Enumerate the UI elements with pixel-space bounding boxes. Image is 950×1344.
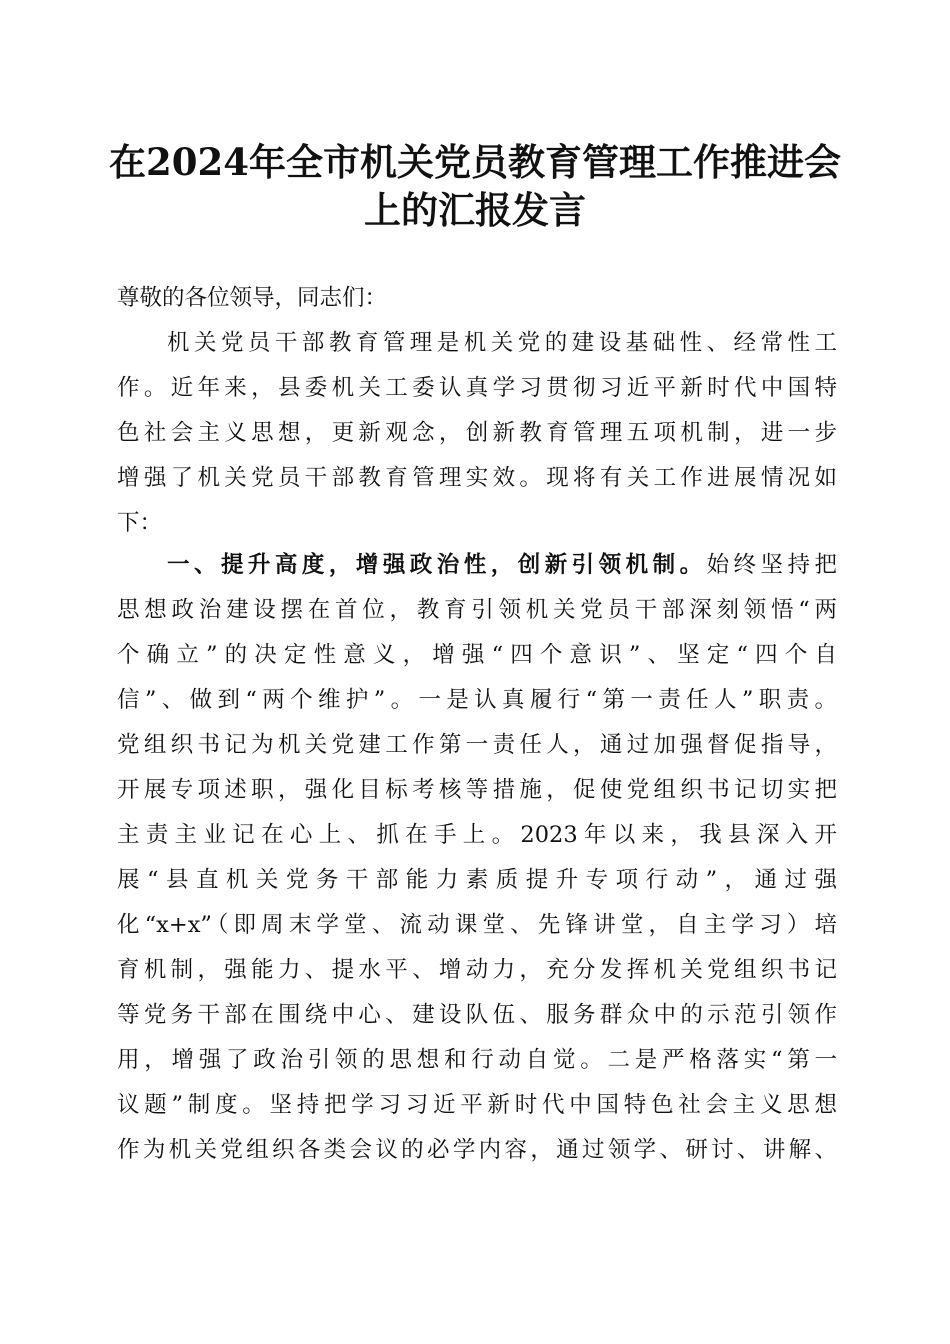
- paragraph-line: 作。近年来，县委机关工委认真学习贯彻习近平新时代中国特: [117, 375, 837, 401]
- section-heading-line: [167, 550, 837, 580]
- paragraph-line: 作为机关党组织各类会议的必学内容，通过领学、研讨、讲解、: [117, 1137, 837, 1163]
- paragraph-line: 育机制，强能力、提水平、增动力，充分发挥机关党组织书记: [117, 957, 837, 983]
- paragraph-line: 用，增强了政治引领的思想和行动自觉。二是严格落实“第一: [117, 1047, 837, 1073]
- section-heading: 一、提升高度，增强政治性，创新引领机制。: [167, 552, 707, 578]
- paragraph-line: 色社会主义思想，更新观念，创新教育管理五项机制，进一步: [117, 420, 837, 446]
- paragraph-line: 主责主业记在心上、抓在手上。2023年以来，我县深入开: [117, 822, 837, 848]
- paragraph-line: 展“县直机关党务干部能力素质提升专项行动”，通过强: [117, 867, 837, 893]
- salutation: 尊敬的各位领导，同志们：: [117, 285, 388, 311]
- paragraph-line: 党组织书记为机关党建工作第一责任人，通过加强督促指导，: [117, 732, 837, 758]
- paragraph-line: 化“x+x”（即周末学堂、流动课堂、先锋讲堂，自主学习）培: [117, 912, 837, 938]
- paragraph-line: 等党务干部在围绕中心、建设队伍、服务群众中的示范引领作: [117, 1002, 837, 1028]
- paragraph-line: 下：: [117, 510, 163, 536]
- document-title-line-2: 上的汇报发言: [364, 188, 586, 232]
- paragraph-line: 个确立”的决定性意义，增强“四个意识”、坚定“四个自: [117, 642, 837, 668]
- paragraph-line: 信”、做到“两个维护”。一是认真履行“第一责任人”职责。: [117, 687, 837, 713]
- paragraph-line: 思想政治建设摆在首位，教育引领机关党员干部深刻领悟“两: [117, 597, 837, 623]
- paragraph-line: 议题”制度。坚持把学习习近平新时代中国特色社会主义思想: [117, 1092, 837, 1118]
- paragraph-line: 机关党员干部教育管理是机关党的建设基础性、经常性工: [167, 330, 837, 356]
- document-title-line-1: 在2024年全市机关党员教育管理工作推进会: [109, 140, 841, 184]
- paragraph-line: 增强了机关党员干部教育管理实效。现将有关工作进展情况如: [117, 465, 837, 491]
- paragraph-line: 开展专项述职，强化目标考核等措施，促使党组织书记切实把: [117, 777, 837, 803]
- section-heading-tail: 始终坚持把: [706, 552, 837, 578]
